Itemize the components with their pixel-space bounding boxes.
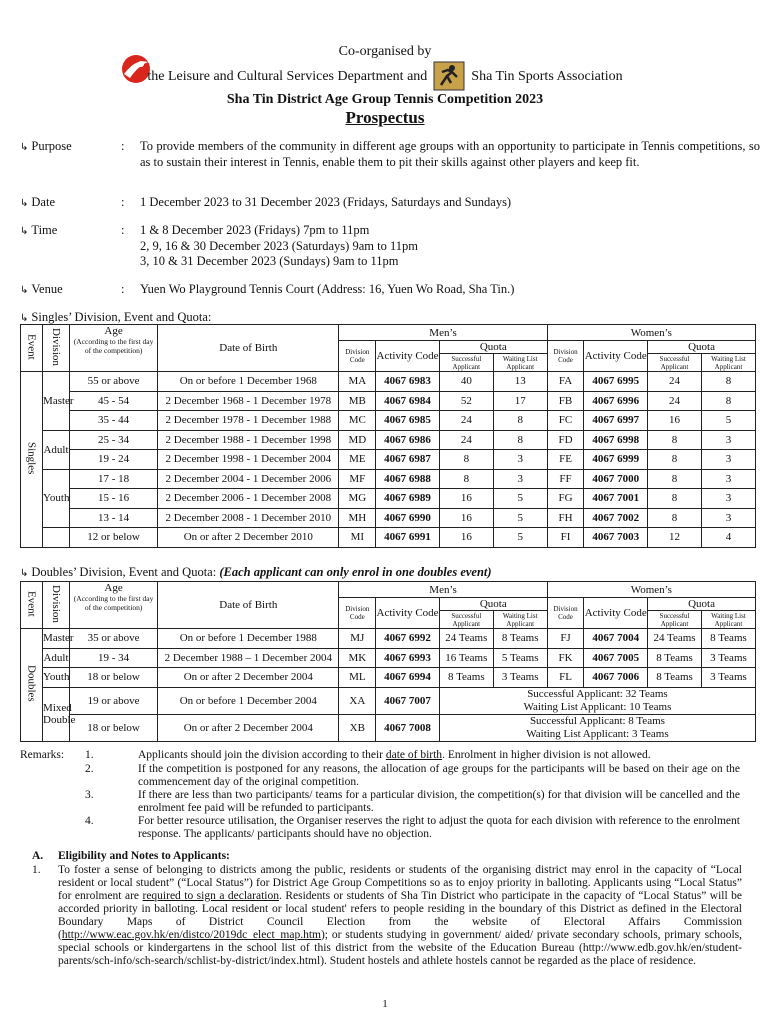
age-cell: 17 - 18 xyxy=(69,469,157,489)
dob-cell: 2 December 2004 - 1 December 2006 xyxy=(158,469,339,489)
waiting-header: Waiting List Applicant xyxy=(701,354,755,372)
age-cell: 18 or below xyxy=(69,714,157,741)
event-name: Doubles xyxy=(25,664,38,702)
eligibility-text: To foster a sense of belonging to districts among the public, residents or students of the organising district may enrol in the capacity of “Local resident or local student” (“Local Status”) for District Age Group Competitions so as to enjoy priority in balloting. Applicants using “Local Status” for enrolment are required to sign a declaration. Residents or students of Sha Tin District who participate in the capacity of “Local Status” will be accorded priority in balloting. Local resident or local student' refers to people residing in the boundary of this District as defined in the Electoral Boundary Maps of District Council Election from the website of Electoral Affairs Commission (http://www.eac.gov.hk/en/distco/2019dc_elect_map.htm); or students studying in government/ aided/ private secondary schools, primary schools, special schools or kindergartens in the school list of this district from the website of the Education Bureau (http://www.edb.gov.hk/en/student-parents/sch-info/sch-search/schlist-by-district/index.html). Student hostels and athlete hostels cannot be regarded as the place of residence. xyxy=(58,864,742,967)
activity-code-header: Activity Code xyxy=(584,598,648,629)
age-header: Age xyxy=(104,325,123,337)
table-row xyxy=(21,508,756,528)
successful-cell: 8 xyxy=(648,430,702,450)
age-cell: 19 or above xyxy=(69,687,157,714)
age-cell: 18 or below xyxy=(69,668,157,688)
division-header: Division xyxy=(50,327,63,366)
division-name: Master xyxy=(43,372,70,431)
dob-cell: 2 December 1968 - 1 December 1978 xyxy=(158,391,339,411)
activity-code-cell: 4067 6993 xyxy=(376,648,440,668)
age-cell: 15 - 16 xyxy=(69,489,157,509)
activity-code-cell: 4067 6985 xyxy=(376,411,440,431)
mixed-waiting: Waiting List Applicant: 3 Teams xyxy=(526,727,669,740)
activity-code-cell: 4067 7005 xyxy=(584,648,648,668)
age-cell: 25 - 34 xyxy=(69,430,157,450)
division-name: Master xyxy=(43,629,70,649)
age-cell: 35 or above xyxy=(69,629,157,649)
activity-code-cell: 4067 6995 xyxy=(584,372,648,392)
dob-cell: 2 December 1988 – 1 December 2004 xyxy=(158,648,339,668)
activity-code-cell: 4067 7000 xyxy=(584,469,648,489)
doubles-heading: ↳ Doubles’ Division, Event and Quota: (Each applicant can only enrol in one doubles event) xyxy=(20,565,492,579)
successful-cell: 24 xyxy=(439,411,493,431)
division-code-cell: FD xyxy=(547,430,584,450)
successful-cell: 8 xyxy=(648,469,702,489)
activity-code-cell: 4067 6984 xyxy=(376,391,440,411)
section-letter: A. xyxy=(32,850,44,862)
age-cell: 35 - 44 xyxy=(69,411,157,431)
division-code-cell: MA xyxy=(339,372,376,392)
activity-code-cell: 4067 7001 xyxy=(584,489,648,509)
activity-code-header: Activity Code xyxy=(376,341,440,372)
time-label: Time xyxy=(31,223,58,237)
quota-header: Quota xyxy=(648,598,756,611)
dob-cell: 2 December 1988 - 1 December 1998 xyxy=(158,430,339,450)
division-code-cell: FK xyxy=(547,648,584,668)
division-code-cell: MI xyxy=(339,528,376,548)
mixed-successful: Successful Applicant: 32 Teams xyxy=(527,687,668,700)
waiting-header: Waiting List Applicant xyxy=(493,611,547,629)
age-note: (According to the first day of the competition) xyxy=(73,337,154,355)
colon: : xyxy=(121,139,125,153)
waiting-cell: 8 Teams xyxy=(493,629,547,649)
activity-code-cell: 4067 7006 xyxy=(584,668,648,688)
division-code-header: Division Code xyxy=(547,341,584,372)
table-row xyxy=(21,687,756,714)
division-code-cell: XB xyxy=(339,714,376,741)
table-row xyxy=(21,629,756,649)
dob-cell: 2 December 1998 - 1 December 2004 xyxy=(158,450,339,470)
waiting-cell: 5 xyxy=(493,528,547,548)
activity-code-header: Activity Code xyxy=(584,341,648,372)
dob-cell: On or after 2 December 2004 xyxy=(158,714,339,741)
waiting-cell: 5 Teams xyxy=(493,648,547,668)
division-name: Youth xyxy=(43,469,70,528)
successful-cell: 16 xyxy=(439,528,493,548)
activity-code-cell: 4067 6988 xyxy=(376,469,440,489)
dob-header: Date of Birth xyxy=(158,325,339,372)
successful-cell: 24 xyxy=(648,391,702,411)
division-code-cell: FB xyxy=(547,391,584,411)
waiting-cell: 3 xyxy=(701,430,755,450)
eligibility-section xyxy=(32,850,742,968)
successful-cell: 24 Teams xyxy=(648,629,702,649)
waiting-cell: 3 Teams xyxy=(493,668,547,688)
waiting-cell: 13 xyxy=(493,372,547,392)
dob-cell: 2 December 2006 - 1 December 2008 xyxy=(158,489,339,509)
successful-header: Successful Applicant xyxy=(439,354,493,372)
division-code-cell: FL xyxy=(547,668,584,688)
waiting-header: Waiting List Applicant xyxy=(701,611,755,629)
division-code-cell: ME xyxy=(339,450,376,470)
table-row xyxy=(21,528,756,548)
table-row xyxy=(21,411,756,431)
activity-code-cell: 4067 6996 xyxy=(584,391,648,411)
remarks-label: Remarks: xyxy=(20,749,65,761)
activity-code-cell: 4067 7007 xyxy=(376,687,440,714)
activity-code-cell: 4067 6999 xyxy=(584,450,648,470)
age-cell: 19 - 24 xyxy=(69,450,157,470)
arrow-icon: ↳ xyxy=(20,142,29,153)
table-row xyxy=(21,450,756,470)
arrow-icon: ↳ xyxy=(20,198,29,209)
quota-header: Quota xyxy=(439,341,547,354)
division-code-header: Division Code xyxy=(339,341,376,372)
womens-header: Women’s xyxy=(547,582,755,598)
waiting-cell: 3 xyxy=(493,469,547,489)
venue-value: Yuen Wo Playground Tennis Court (Address: 16, Yuen Wo Road, Sha Tin.) xyxy=(140,282,515,296)
stsa-logo xyxy=(433,61,465,91)
waiting-cell: 17 xyxy=(493,391,547,411)
successful-cell: 16 xyxy=(439,489,493,509)
waiting-cell: 3 xyxy=(493,450,547,470)
successful-cell: 52 xyxy=(439,391,493,411)
table-row xyxy=(21,668,756,688)
event-name: Singles xyxy=(25,441,38,474)
activity-code-cell: 4067 6990 xyxy=(376,508,440,528)
arrow-icon: ↳ xyxy=(20,285,29,296)
dob-cell: 2 December 2008 - 1 December 2010 xyxy=(158,508,339,528)
division-name xyxy=(43,528,70,548)
page-title: Sha Tin District Age Group Tennis Competition 2023 xyxy=(226,92,544,107)
dob-cell: On or after 2 December 2010 xyxy=(158,528,339,548)
table-row xyxy=(21,430,756,450)
time-line: 3, 10 & 31 December 2023 (Sundays) 9am to 11pm xyxy=(140,254,399,268)
waiting-cell: 3 xyxy=(701,508,755,528)
waiting-cell: 3 Teams xyxy=(701,648,755,668)
colon: : xyxy=(121,282,125,296)
division-code-cell: FH xyxy=(547,508,584,528)
division-name: Adult xyxy=(43,648,70,668)
header xyxy=(0,42,770,91)
table-row xyxy=(21,648,756,668)
waiting-cell: 3 xyxy=(701,469,755,489)
activity-code-cell: 4067 7008 xyxy=(376,714,440,741)
successful-cell: 8 xyxy=(439,469,493,489)
successful-header: Successful Applicant xyxy=(439,611,493,629)
event-header: Event xyxy=(25,590,38,617)
mixed-waiting: Waiting List Applicant: 10 Teams xyxy=(523,700,672,713)
activity-code-header: Activity Code xyxy=(376,598,440,629)
dob-cell: On or before 1 December 1988 xyxy=(158,629,339,649)
activity-code-cell: 4067 7002 xyxy=(584,508,648,528)
division-name: Adult xyxy=(43,430,70,469)
dob-cell: 2 December 1978 - 1 December 1988 xyxy=(158,411,339,431)
successful-header: Successful Applicant xyxy=(648,611,702,629)
age-cell: 12 or below xyxy=(69,528,157,548)
waiting-header: Waiting List Applicant xyxy=(493,354,547,372)
dob-cell: On or before 1 December 2004 xyxy=(158,687,339,714)
page-number: 1 xyxy=(382,998,388,1010)
age-cell: 19 - 34 xyxy=(69,648,157,668)
item-number: 1. xyxy=(32,864,41,876)
division-code-cell: FA xyxy=(547,372,584,392)
successful-cell: 24 xyxy=(648,372,702,392)
activity-code-cell: 4067 6986 xyxy=(376,430,440,450)
page-subtitle: Prospectus xyxy=(345,108,425,127)
activity-code-cell: 4067 6983 xyxy=(376,372,440,392)
division-code-header: Division Code xyxy=(339,598,376,629)
age-cell: 13 - 14 xyxy=(69,508,157,528)
waiting-cell: 8 xyxy=(701,372,755,392)
dob-header: Date of Birth xyxy=(158,582,339,629)
successful-cell: 8 xyxy=(648,508,702,528)
division-name: Mixed Double xyxy=(43,687,70,741)
successful-cell: 8 Teams xyxy=(648,668,702,688)
arrow-icon: ↳ xyxy=(20,313,29,324)
division-code-header: Division Code xyxy=(547,598,584,629)
purpose-row xyxy=(20,139,760,187)
successful-cell: 8 Teams xyxy=(439,668,493,688)
division-code-cell: MB xyxy=(339,391,376,411)
co-organised-line: Co-organised by xyxy=(338,44,432,59)
division-code-cell: MG xyxy=(339,489,376,509)
successful-cell: 8 xyxy=(648,489,702,509)
colon: : xyxy=(121,223,125,237)
waiting-cell: 8 xyxy=(701,391,755,411)
division-code-cell: FG xyxy=(547,489,584,509)
eac-link[interactable]: http://www.eac.gov.hk/en/distco/2019dc_elect_map.htm xyxy=(61,929,321,941)
arrow-icon: ↳ xyxy=(20,568,29,579)
waiting-cell: 5 xyxy=(493,489,547,509)
event-header: Event xyxy=(25,333,38,360)
waiting-cell: 4 xyxy=(701,528,755,548)
time-line: 1 & 8 December 2023 (Fridays) 7pm to 11pm xyxy=(140,223,370,237)
division-code-cell: MC xyxy=(339,411,376,431)
division-code-cell: MH xyxy=(339,508,376,528)
division-code-cell: FF xyxy=(547,469,584,489)
successful-cell: 8 xyxy=(648,450,702,470)
activity-code-cell: 4067 6998 xyxy=(584,430,648,450)
activity-code-cell: 4067 6987 xyxy=(376,450,440,470)
singles-heading: ↳ Singles’ Division, Event and Quota: xyxy=(20,310,212,324)
successful-cell: 24 Teams xyxy=(439,629,493,649)
age-header: Age xyxy=(104,582,123,594)
division-code-cell: FJ xyxy=(547,629,584,649)
successful-cell: 40 xyxy=(439,372,493,392)
activity-code-cell: 4067 6997 xyxy=(584,411,648,431)
table-row xyxy=(21,391,756,411)
successful-cell: 16 Teams xyxy=(439,648,493,668)
table-row xyxy=(21,469,756,489)
table-row xyxy=(21,372,756,392)
waiting-cell: 3 xyxy=(701,489,755,509)
date-value: 1 December 2023 to 31 December 2023 (Fridays, Saturdays and Sundays) xyxy=(140,195,512,209)
table-row xyxy=(21,489,756,509)
age-cell: 45 - 54 xyxy=(69,391,157,411)
mens-header: Men’s xyxy=(339,582,547,598)
activity-code-cell: 4067 6992 xyxy=(376,629,440,649)
stsa-name: Sha Tin Sports Association xyxy=(471,68,623,84)
eligibility-heading: Eligibility and Notes to Applicants: xyxy=(58,850,230,862)
colon: : xyxy=(121,195,125,209)
successful-cell: 16 xyxy=(648,411,702,431)
successful-cell: 8 Teams xyxy=(648,648,702,668)
successful-header: Successful Applicant xyxy=(648,354,702,372)
age-cell: 55 or above xyxy=(69,372,157,392)
division-code-cell: MJ xyxy=(339,629,376,649)
division-code-cell: MF xyxy=(339,469,376,489)
successful-cell: 24 xyxy=(439,430,493,450)
womens-header: Women’s xyxy=(547,325,755,341)
division-code-cell: MK xyxy=(339,648,376,668)
waiting-cell: 8 Teams xyxy=(701,629,755,649)
quota-header: Quota xyxy=(439,598,547,611)
waiting-cell: 8 xyxy=(493,430,547,450)
waiting-cell: 3 xyxy=(701,450,755,470)
doubles-table xyxy=(20,581,756,742)
date-label: Date xyxy=(31,195,55,209)
activity-code-cell: 4067 6989 xyxy=(376,489,440,509)
arrow-icon: ↳ xyxy=(20,226,29,237)
activity-code-cell: 4067 7003 xyxy=(584,528,648,548)
division-code-cell: FC xyxy=(547,411,584,431)
division-code-cell: ML xyxy=(339,668,376,688)
activity-code-cell: 4067 6994 xyxy=(376,668,440,688)
table-row xyxy=(21,714,756,741)
mixed-successful: Successful Applicant: 8 Teams xyxy=(529,714,665,727)
venue-label: Venue xyxy=(31,282,63,296)
waiting-cell: 3 Teams xyxy=(701,668,755,688)
lcsd-name: the Leisure and Cultural Services Department and xyxy=(147,68,428,84)
division-header: Division xyxy=(50,584,63,623)
successful-cell: 16 xyxy=(439,508,493,528)
waiting-cell: 5 xyxy=(493,508,547,528)
division-name: Youth xyxy=(43,668,70,688)
division-code-cell: FI xyxy=(547,528,584,548)
successful-cell: 8 xyxy=(439,450,493,470)
dob-cell: On or before 1 December 1968 xyxy=(158,372,339,392)
age-note: (According to the first day of the competition) xyxy=(73,594,154,612)
division-code-cell: FE xyxy=(547,450,584,470)
activity-code-cell: 4067 6991 xyxy=(376,528,440,548)
division-code-cell: XA xyxy=(339,687,376,714)
purpose-label: Purpose xyxy=(31,139,72,153)
activity-code-cell: 4067 7004 xyxy=(584,629,648,649)
purpose-value: To provide members of the community in different age groups with an opportunity to participate in Tennis competitions, so as to sustain their interest in Tennis, enable them to pit their skills against other players and keep fit. xyxy=(140,139,760,169)
division-code-cell: MD xyxy=(339,430,376,450)
waiting-cell: 8 xyxy=(493,411,547,431)
singles-table xyxy=(20,324,756,548)
time-line: 2, 9, 16 & 30 December 2023 (Saturdays) 9am to 11pm xyxy=(140,238,418,253)
successful-cell: 12 xyxy=(648,528,702,548)
waiting-cell: 5 xyxy=(701,411,755,431)
mens-header: Men’s xyxy=(339,325,547,341)
quota-header: Quota xyxy=(648,341,756,354)
dob-cell: On or after 2 December 2004 xyxy=(158,668,339,688)
